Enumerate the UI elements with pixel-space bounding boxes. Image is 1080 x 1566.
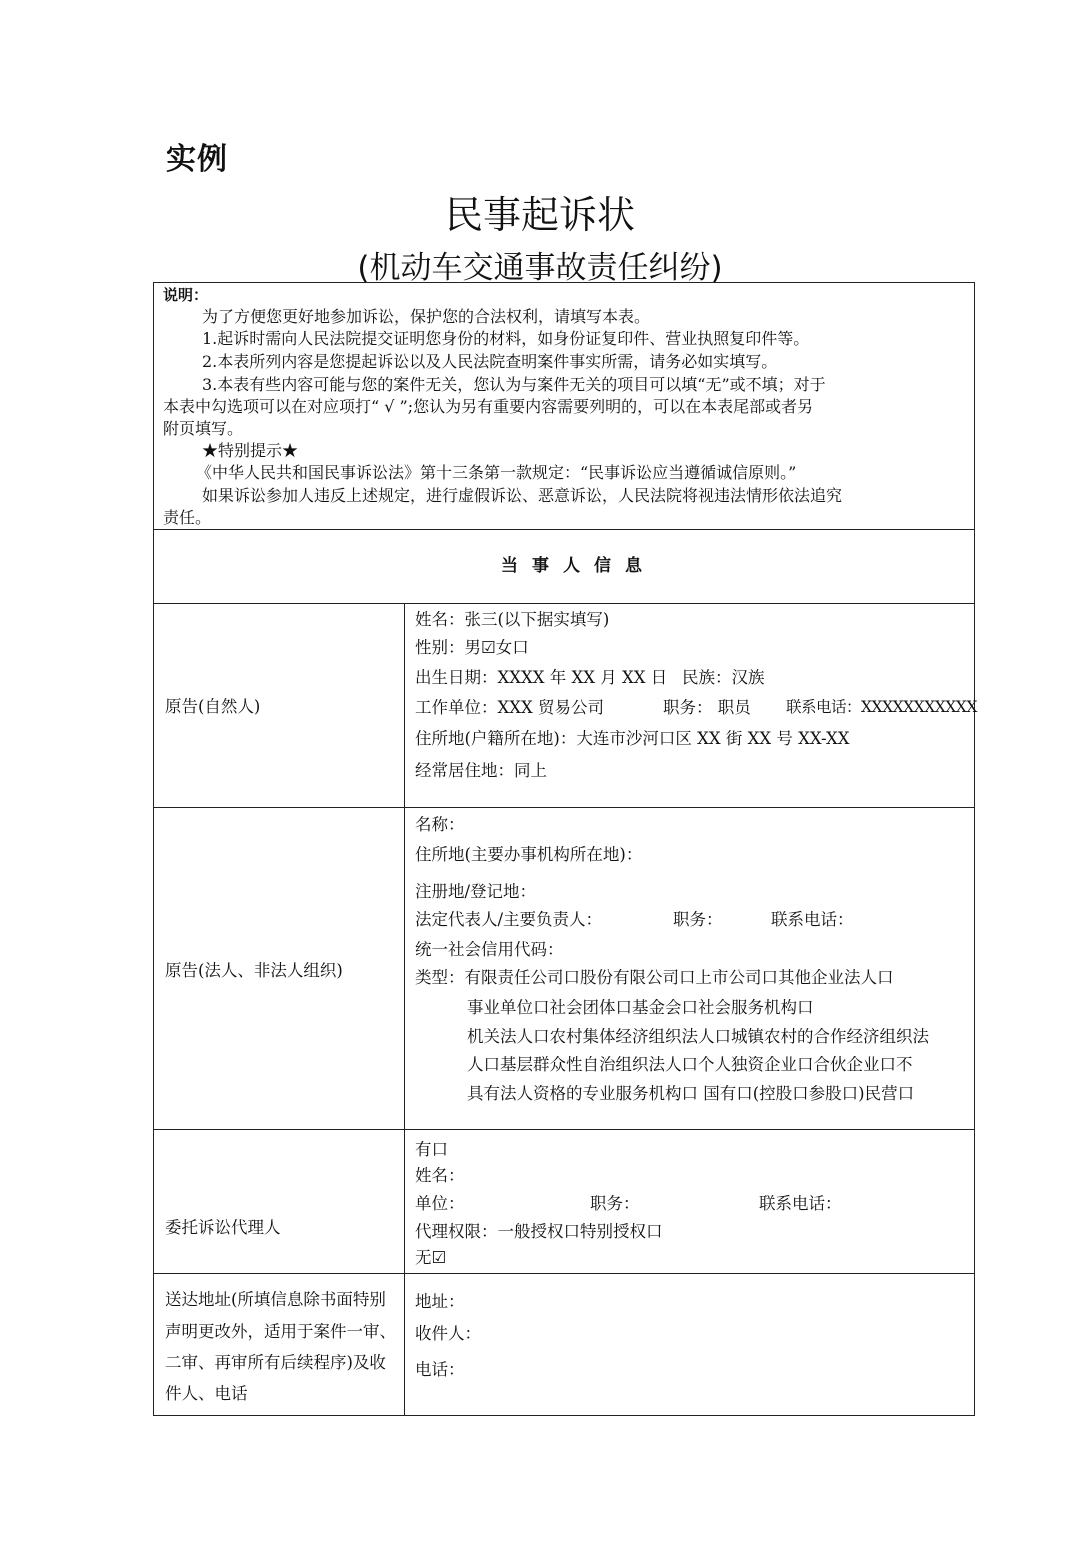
section-title: 当事人信息 [501, 556, 656, 576]
plaintiff-person-label: 原告(自然人) [165, 697, 261, 716]
plaintiff-gender-field: 性别：男☑女口 [415, 638, 529, 657]
org-type-line: 具有法人资格的专业服务机构口 国有口(控股口参股口)民营口 [467, 1084, 915, 1103]
org-credit-code-field: 统一社会信用代码： [415, 940, 564, 959]
org-address-field: 住所地(主要办事机构所在地)： [415, 845, 643, 864]
agent-phone-field: 联系电话： [759, 1194, 842, 1213]
plaintiff-org-label: 原告(法人、非法人组织) [165, 961, 343, 980]
instruction-line: 1.起诉时需向人民法院提交证明您身份的材料，如身份证复印件、营业执照复印件等。 [202, 329, 810, 348]
service-recipient-field: 收件人： [415, 1324, 481, 1343]
row-divider [153, 1129, 975, 1130]
instruction-line: 如果诉讼参加人违反上述规定，进行虚假诉讼、恶意诉讼，人民法院将视违法情形依法追究 [202, 486, 843, 505]
service-label-line: 送达地址(所填信息除书面特别 [165, 1290, 386, 1309]
instruction-line: 本表中勾选项可以在对应项打“ √ ”;您认为另有重要内容需要列明的，可以在本表尾部或者另 [163, 397, 814, 416]
org-type-line: 事业单位口社会团体口基金会口社会服务机构口 [467, 998, 814, 1017]
instruction-line: 《中华人民共和国民事诉讼法》第十三条第一款规定：“民事诉讼应当遵循诚信原则。” [196, 463, 797, 482]
heading-example: 实例 [166, 142, 228, 177]
service-label-line: 二审、再审所有后续程序)及收 [165, 1353, 386, 1372]
plaintiff-residence-field: 经常居住地：同上 [415, 761, 547, 780]
agent-unit-field: 单位： [415, 1194, 465, 1213]
agent-name-field: 姓名： [415, 1166, 465, 1185]
org-type-line: 类型：有限责任公司口股份有限公司口上市公司口其他企业法人口 [415, 968, 894, 987]
instruction-line: 责任。 [163, 508, 212, 527]
instruction-line: 附页填写。 [163, 419, 244, 438]
instruction-line: 3.本表有些内容可能与您的案件无关，您认为与案件无关的项目可以填“无”或不填；对于 [202, 375, 826, 394]
org-phone-field: 联系电话： [771, 910, 854, 929]
plaintiff-domicile-field: 住所地(户籍所在地)：大连市沙河口区 XX 街 XX 号 XX-XX [415, 729, 850, 748]
org-registration-field: 注册地/登记地： [415, 882, 537, 901]
plaintiff-name-field: 姓名：张三(以下据实填写) [415, 610, 610, 629]
agent-has-option: 有口 [415, 1140, 448, 1159]
service-phone-field: 电话： [415, 1360, 465, 1379]
column-divider [404, 603, 405, 1416]
instruction-line: 2.本表所列内容是您提起诉讼以及人民法院查明案件事实所需，请务必如实填写。 [202, 352, 778, 371]
org-type-line: 人口基层群众性自治组织法人口个人独资企业口合伙企业口不 [467, 1055, 913, 1074]
row-divider [153, 603, 975, 604]
plaintiff-position-field: 职务： 职员 [663, 698, 751, 717]
plaintiff-ethnicity-field: 民族：汉族 [682, 668, 765, 687]
org-name-field: 名称： [415, 815, 465, 834]
agent-label: 委托诉讼代理人 [165, 1218, 281, 1237]
document-subtitle: (机动车交通事故责任纠纷) [357, 250, 723, 286]
service-address-field: 地址： [415, 1292, 465, 1311]
instruction-line: 为了方便您更好地参加诉讼，保护您的合法权利，请填写本表。 [202, 307, 651, 326]
agent-none-option: 无☑ [415, 1248, 447, 1267]
row-divider [153, 1273, 975, 1274]
row-divider [153, 529, 975, 530]
org-representative-field: 法定代表人/主要负责人： [415, 910, 603, 929]
agent-position-field: 职务： [590, 1194, 640, 1213]
org-position-field: 职务： [673, 910, 723, 929]
agent-authority-field: 代理权限：一般授权口特别授权口 [415, 1222, 663, 1241]
special-notice: ★特别提示★ [202, 441, 299, 460]
instructions-label: 说明： [163, 286, 209, 304]
document-title: 民事起诉状 [444, 193, 635, 237]
service-label-line: 件人、电话 [165, 1384, 248, 1403]
org-type-line: 机关法人口农村集体经济组织法人口城镇农村的合作经济组织法 [467, 1027, 929, 1046]
plaintiff-phone-field: 联系电话：XXXXXXXXXXX [786, 698, 977, 716]
row-divider [153, 807, 975, 808]
plaintiff-employer-field: 工作单位：XXX 贸易公司 [415, 698, 604, 717]
service-label-line: 声明更改外，适用于案件一审、 [165, 1322, 396, 1341]
plaintiff-birthdate-field: 出生日期：XXXX 年 XX 月 XX 日 [415, 668, 668, 687]
